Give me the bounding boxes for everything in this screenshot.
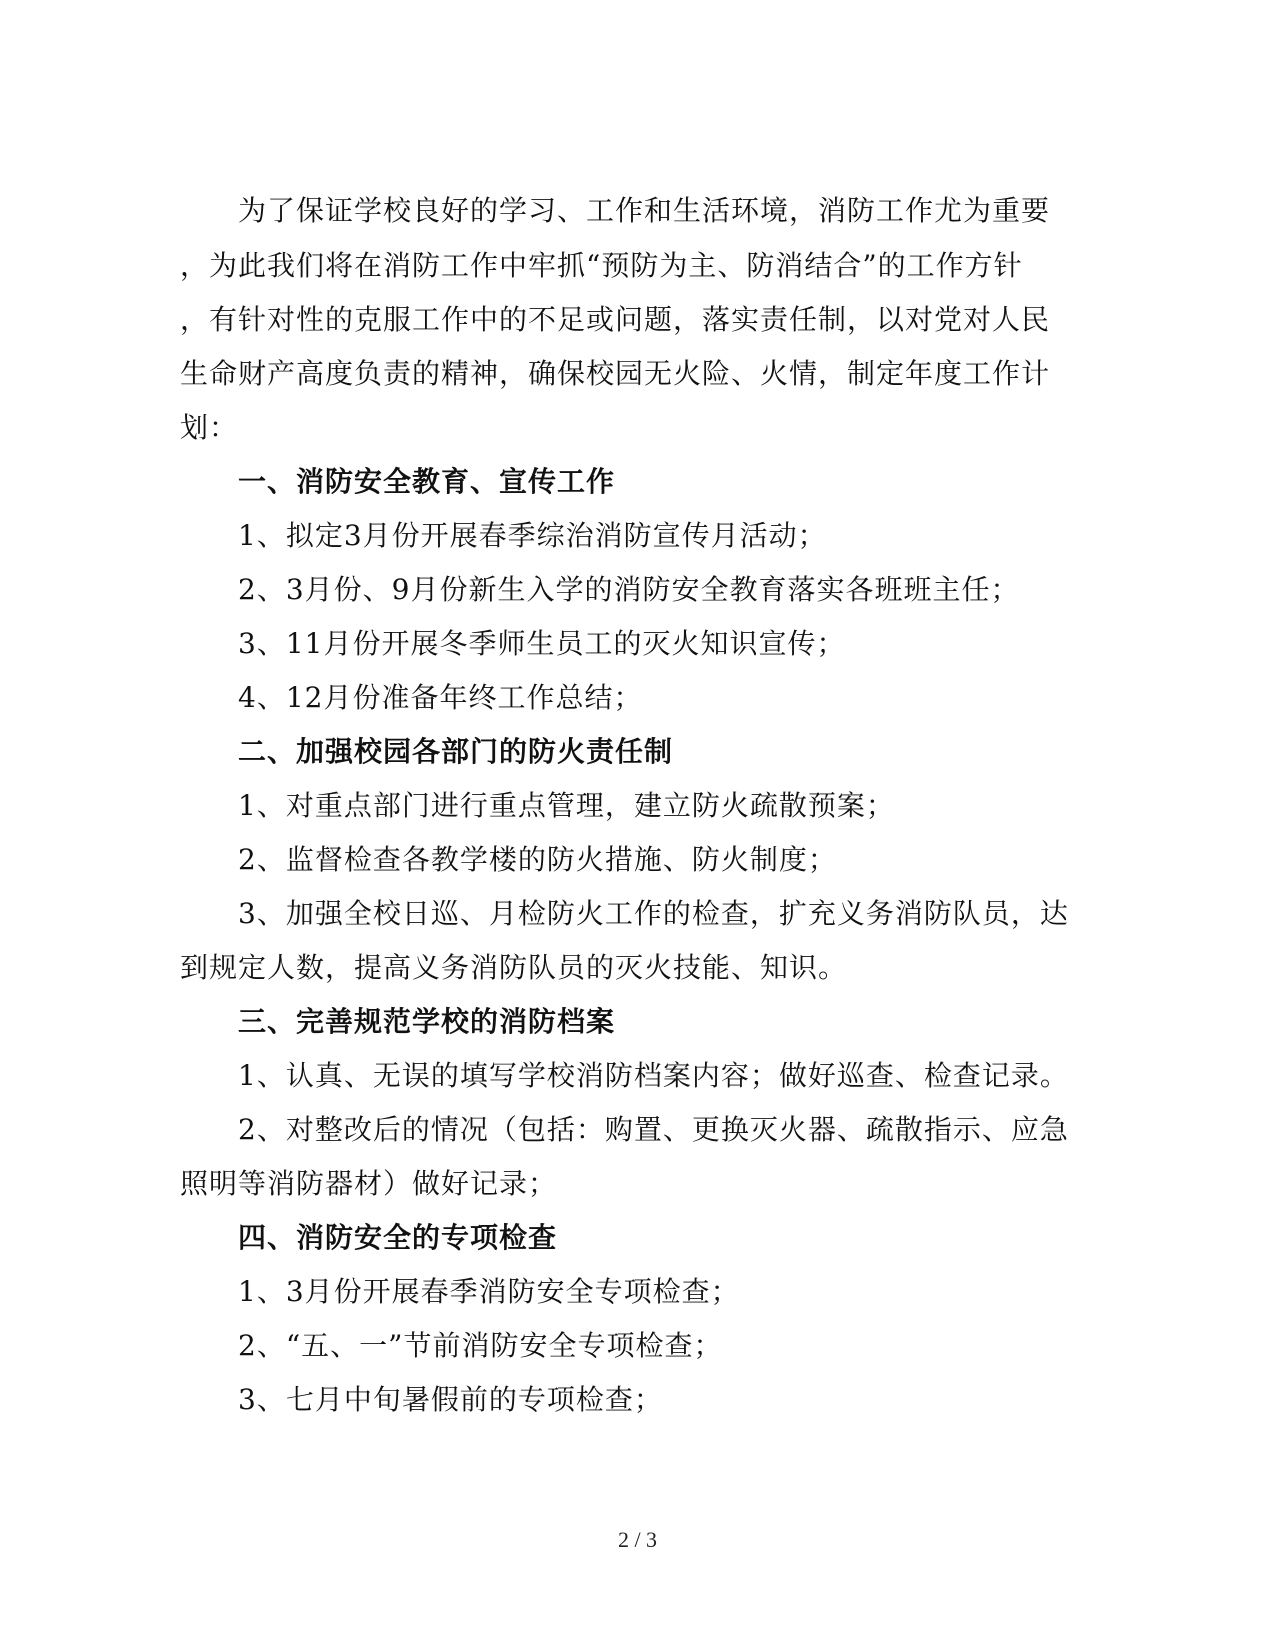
intro-line-1: 为了保证学校良好的学习、工作和生活环境，消防工作尤为重要	[238, 194, 1051, 227]
intro-line-2: ，为此我们将在消防工作中牢抓“预防为主、防消结合”的工作方针	[180, 249, 1023, 282]
section-4-item-1: 1、3月份开展春季消防安全专项检查；	[238, 1275, 740, 1308]
section-1-item-1: 1、拟定3月份开展春季综治消防宣传月活动；	[238, 519, 827, 552]
section-3-item-2: 2、对整改后的情况（包括：购置、更换灭火器、疏散指示、应急	[238, 1113, 1069, 1146]
section-1-heading: 一、消防安全教育、宣传工作	[238, 465, 616, 498]
section-4-item-3: 3、七月中旬暑假前的专项检查；	[238, 1383, 663, 1416]
section-2-item-3: 3、加强全校日巡、月检防火工作的检查，扩充义务消防队员，达	[238, 897, 1069, 930]
section-2-item-2: 2、监督检查各教学楼的防火措施、防火制度；	[238, 843, 837, 876]
section-2-item-3-cont: 到规定人数，提高义务消防队员的灭火技能、知识。	[180, 951, 848, 984]
section-1-item-2: 2、3月份、9月份新生入学的消防安全教育落实各班班主任；	[238, 573, 1020, 606]
section-3-heading: 三、完善规范学校的消防档案	[238, 1005, 616, 1038]
intro-line-3: ，有针对性的克服工作中的不足或问题，落实责任制，以对党对人民	[180, 303, 1051, 336]
section-3-item-2-cont: 照明等消防器材）做好记录；	[180, 1167, 558, 1200]
section-1-item-3: 3、11月份开展冬季师生员工的灭火知识宣传；	[238, 627, 846, 660]
section-2-item-1: 1、对重点部门进行重点管理，建立防火疏散预案；	[238, 789, 895, 822]
intro-line-5: 划：	[180, 411, 239, 444]
section-1-item-4: 4、12月份准备年终工作总结；	[238, 681, 643, 714]
section-3-item-1: 1、认真、无误的填写学校消防档案内容；做好巡查、检查记录。	[238, 1059, 1069, 1092]
section-4-item-2: 2、“五、一”节前消防安全专项检查；	[238, 1329, 723, 1362]
page-number: 2 / 3	[617, 1527, 658, 1552]
section-2-heading: 二、加强校园各部门的防火责任制	[238, 735, 674, 768]
section-4-heading: 四、消防安全的专项检查	[238, 1221, 558, 1254]
intro-line-4: 生命财产高度负责的精神，确保校园无火险、火情，制定年度工作计	[180, 357, 1051, 390]
